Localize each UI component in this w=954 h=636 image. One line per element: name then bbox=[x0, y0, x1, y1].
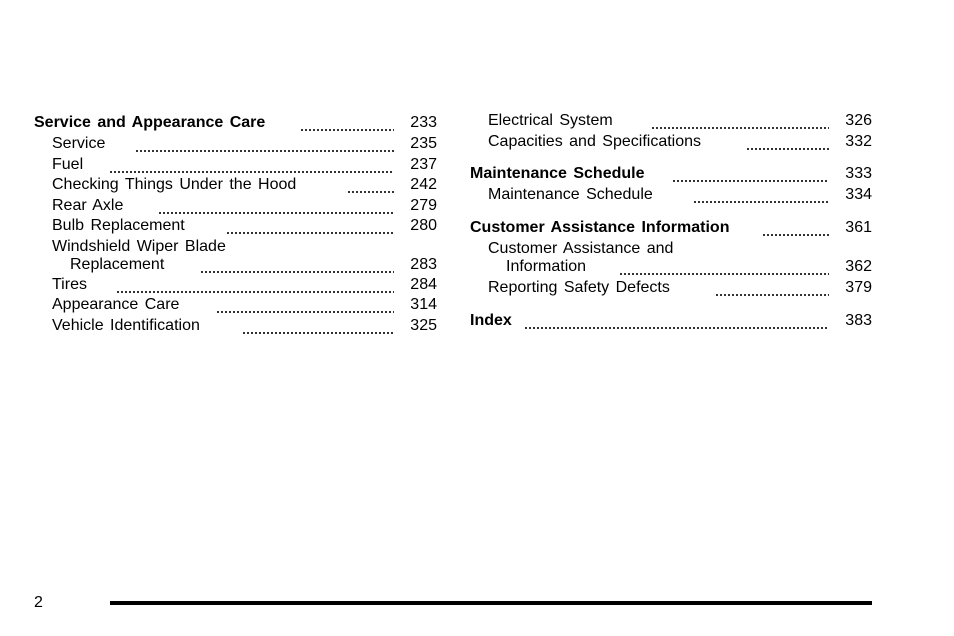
toc-entry-title-line[interactable]: Customer Assistance and bbox=[488, 240, 674, 257]
toc-page-number: 279 bbox=[410, 197, 437, 214]
toc-page-number: 233 bbox=[410, 114, 437, 131]
toc-section-title: Maintenance Schedule bbox=[470, 165, 645, 182]
toc-page-number: 283 bbox=[410, 256, 437, 273]
toc-page-number: 235 bbox=[410, 135, 437, 152]
toc-entry-title: Reporting Safety Defects bbox=[488, 279, 670, 296]
toc-page-number: 326 bbox=[845, 112, 872, 129]
toc-entry-appearance-care[interactable] bbox=[34, 295, 437, 315]
toc-entry-fuel[interactable] bbox=[34, 155, 437, 175]
toc-section-service-appearance[interactable] bbox=[34, 113, 437, 133]
toc-page-number: 383 bbox=[845, 312, 872, 329]
toc-page-number: 361 bbox=[845, 219, 872, 236]
toc-entry-reporting-safety-defects[interactable] bbox=[470, 278, 872, 298]
dot-leader bbox=[651, 111, 829, 131]
toc-entry-title: Maintenance Schedule bbox=[488, 186, 653, 203]
toc-entry-title: Checking Things Under the Hood bbox=[52, 176, 297, 193]
dot-leader bbox=[619, 257, 829, 277]
dot-leader bbox=[158, 196, 394, 216]
toc-page-number: 325 bbox=[410, 317, 437, 334]
dot-leader bbox=[200, 255, 394, 275]
toc-page-number: 379 bbox=[845, 279, 872, 296]
toc-entry-title: Tires bbox=[52, 276, 87, 293]
toc-entry-tires[interactable] bbox=[34, 275, 437, 295]
toc-entry-customer-assistance-information[interactable] bbox=[470, 257, 872, 277]
dot-leader bbox=[762, 218, 829, 238]
toc-entry-title: Service bbox=[52, 135, 106, 152]
toc-entry-wiper-blade[interactable] bbox=[34, 255, 437, 275]
toc-entry-title: Replacement bbox=[70, 256, 165, 273]
dot-leader bbox=[242, 316, 394, 336]
dot-leader bbox=[524, 311, 829, 331]
toc-entry-title-line[interactable]: Windshield Wiper Blade bbox=[52, 238, 226, 255]
toc-entry-electrical-system[interactable] bbox=[470, 111, 872, 131]
toc-section-maintenance-schedule[interactable] bbox=[470, 164, 872, 184]
dot-leader bbox=[226, 216, 394, 236]
dot-leader bbox=[746, 132, 829, 152]
toc-page-number: 333 bbox=[845, 165, 872, 182]
toc-entry-title: Capacities and Specifications bbox=[488, 133, 702, 150]
toc-section-title: Service and Appearance Care bbox=[34, 114, 266, 131]
toc-entry-vehicle-identification[interactable] bbox=[34, 316, 437, 336]
toc-entry-title: Bulb Replacement bbox=[52, 217, 185, 234]
toc-section-index[interactable] bbox=[470, 311, 872, 331]
toc-page-number: 237 bbox=[410, 156, 437, 173]
toc-entry-title: Rear Axle bbox=[52, 197, 124, 214]
dot-leader bbox=[300, 113, 394, 133]
toc-entry-bulb-replacement[interactable] bbox=[34, 216, 437, 236]
dot-leader bbox=[109, 155, 394, 175]
toc-entry-capacities[interactable] bbox=[470, 132, 872, 152]
toc-entry-service[interactable] bbox=[34, 134, 437, 154]
toc-page-number: 284 bbox=[410, 276, 437, 293]
dot-leader bbox=[672, 164, 829, 184]
toc-entry-title: Information bbox=[506, 258, 587, 275]
footer-rule bbox=[110, 601, 872, 605]
toc-page-number: 362 bbox=[845, 258, 872, 275]
page-number: 2 bbox=[34, 594, 43, 611]
toc-section-title: Index bbox=[470, 312, 512, 329]
dot-leader bbox=[715, 278, 829, 298]
toc-page-number: 242 bbox=[410, 176, 437, 193]
toc-section-customer-assistance[interactable] bbox=[470, 218, 872, 238]
toc-page-number: 332 bbox=[845, 133, 872, 150]
dot-leader bbox=[693, 185, 829, 205]
toc-entry-title: Vehicle Identification bbox=[52, 317, 200, 334]
toc-entry-title: Fuel bbox=[52, 156, 84, 173]
toc-entry-title: Electrical System bbox=[488, 112, 613, 129]
dot-leader bbox=[216, 295, 394, 315]
dot-leader bbox=[347, 175, 394, 195]
toc-entry-maintenance-schedule[interactable] bbox=[470, 185, 872, 205]
toc-entry-title: Appearance Care bbox=[52, 296, 180, 313]
toc-entry-rear-axle[interactable] bbox=[34, 196, 437, 216]
toc-page-number: 280 bbox=[410, 217, 437, 234]
toc-section-title: Customer Assistance Information bbox=[470, 219, 730, 236]
dot-leader bbox=[135, 134, 394, 154]
dot-leader bbox=[116, 275, 394, 295]
toc-page-number: 334 bbox=[845, 186, 872, 203]
toc-entry-checking-things[interactable] bbox=[34, 175, 437, 195]
toc-page-number: 314 bbox=[410, 296, 437, 313]
